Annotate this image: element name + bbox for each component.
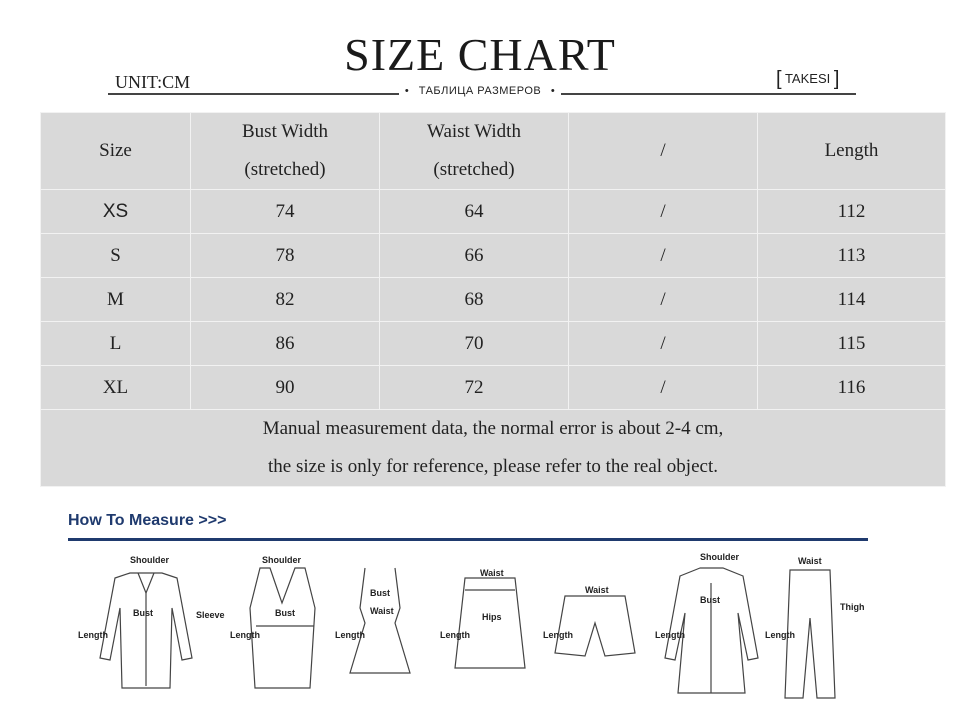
- cell-waist: 72: [380, 366, 569, 410]
- subtitle: • ТАБЛИЦА РАЗМЕРОВ •: [0, 85, 960, 97]
- cell-length: 112: [758, 190, 946, 234]
- table-header-row: [41, 113, 946, 190]
- brand-name: TAKESI: [784, 71, 831, 86]
- cell-size: XL: [41, 366, 191, 410]
- table-row: [41, 322, 946, 366]
- cell-slash: /: [569, 322, 758, 366]
- label-shoulder: Shoulder: [130, 555, 170, 565]
- subtitle-text: ТАБЛИЦА РАЗМЕРОВ: [413, 85, 548, 97]
- label-length: Length: [335, 630, 365, 640]
- cell-size: L: [41, 322, 191, 366]
- label-bust: Bust: [700, 595, 720, 605]
- label-length: Length: [655, 630, 685, 640]
- label-thigh: Thigh: [840, 602, 865, 612]
- header-bust: Bust Width (stretched): [191, 113, 380, 190]
- label-waist: Waist: [585, 585, 609, 595]
- header-slash: /: [569, 113, 758, 190]
- cell-waist: 64: [380, 190, 569, 234]
- measurement-note: Manual measurement data, the normal error is about 2-4 cm, the size is only for reference, please refer to the real object.: [41, 410, 946, 487]
- page-title: SIZE CHART: [344, 29, 616, 80]
- label-shoulder: Shoulder: [262, 555, 302, 565]
- label-length: Length: [543, 630, 573, 640]
- tank-illustration: [250, 568, 315, 688]
- measurement-illustrations: [60, 548, 880, 708]
- table-row: [41, 278, 946, 322]
- skirt-illustration: [455, 578, 525, 668]
- cell-bust: 78: [191, 234, 380, 278]
- label-bust: Bust: [275, 608, 295, 618]
- cell-size: XS: [41, 190, 191, 234]
- cell-length: 114: [758, 278, 946, 322]
- shorts-illustration: [555, 596, 635, 656]
- cell-slash: /: [569, 278, 758, 322]
- dress-illustration: [350, 568, 410, 673]
- brand-label: [ TAKESI ]: [776, 68, 840, 90]
- cell-bust: 86: [191, 322, 380, 366]
- cell-slash: /: [569, 366, 758, 410]
- cell-bust: 82: [191, 278, 380, 322]
- cell-length: 113: [758, 234, 946, 278]
- header: [0, 0, 960, 110]
- label-waist: Waist: [370, 606, 394, 616]
- cell-length: 115: [758, 322, 946, 366]
- cell-size: M: [41, 278, 191, 322]
- label-length: Length: [230, 630, 260, 640]
- table-note-row: [41, 410, 946, 487]
- label-bust: Bust: [133, 608, 153, 618]
- label-waist: Waist: [798, 556, 822, 566]
- size-table: [40, 112, 946, 487]
- label-length: Length: [440, 630, 470, 640]
- how-to-measure-heading: How To Measure >>>: [68, 512, 227, 529]
- cell-bust: 90: [191, 366, 380, 410]
- cell-waist: 70: [380, 322, 569, 366]
- label-waist: Waist: [480, 568, 504, 578]
- cell-length: 116: [758, 366, 946, 410]
- header-length: Length: [758, 113, 946, 190]
- cell-slash: /: [569, 234, 758, 278]
- label-length: Length: [765, 630, 795, 640]
- label-shoulder: Shoulder: [700, 552, 740, 562]
- measure-divider: [68, 538, 868, 541]
- unit-label: UNIT:CM: [115, 72, 191, 92]
- cell-waist: 66: [380, 234, 569, 278]
- label-length: Length: [78, 630, 108, 640]
- cell-size: S: [41, 234, 191, 278]
- header-waist: Waist Width (stretched): [380, 113, 569, 190]
- header-size: Size: [41, 113, 191, 190]
- blouse-illustration: [100, 573, 192, 688]
- table-row: [41, 366, 946, 410]
- table-row: [41, 234, 946, 278]
- cell-bust: 74: [191, 190, 380, 234]
- label-bust: Bust: [370, 588, 390, 598]
- label-hips: Hips: [482, 612, 502, 622]
- table-row: [41, 190, 946, 234]
- cell-waist: 68: [380, 278, 569, 322]
- label-sleeve: Sleeve: [196, 610, 225, 620]
- cell-slash: /: [569, 190, 758, 234]
